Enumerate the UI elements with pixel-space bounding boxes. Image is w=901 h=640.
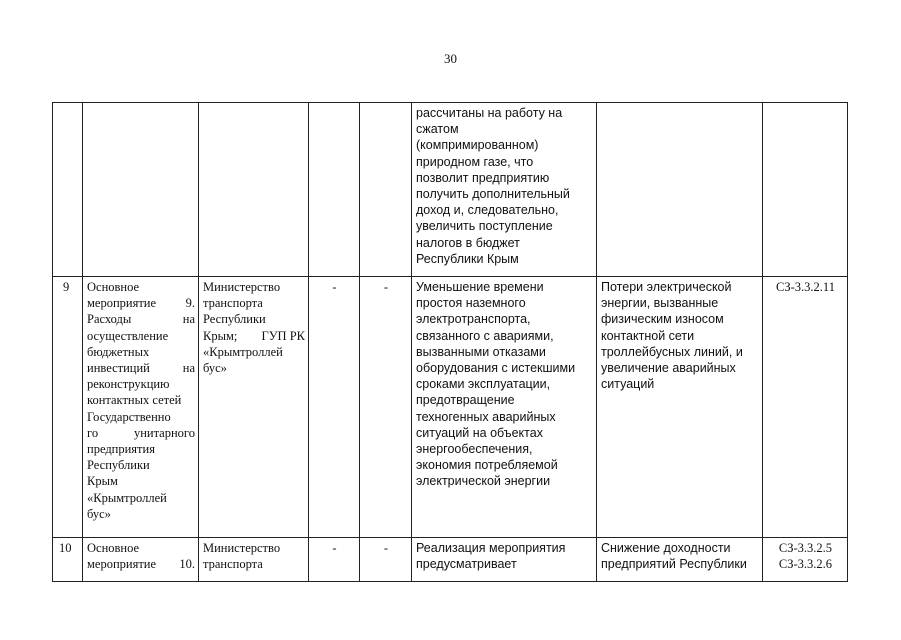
text-line: бюджетных — [87, 344, 150, 359]
table-row — [53, 103, 848, 277]
text-line: сжатом — [416, 122, 459, 137]
cell-risk — [597, 103, 763, 277]
cell-executor — [199, 538, 309, 582]
text-line: Основное — [87, 280, 140, 294]
text-line: СЗ-3.3.2.5 — [778, 541, 833, 555]
text-line: оборудования с истекшими — [416, 361, 576, 376]
text-part: на — [182, 312, 195, 327]
cell-effect — [412, 277, 597, 538]
text-line: природном газе, что — [416, 154, 534, 169]
text-line: техногенных аварийных — [416, 409, 556, 424]
text-line: осуществление — [87, 328, 169, 343]
cell-col5: - — [360, 277, 412, 538]
text-line: бус» — [203, 361, 227, 376]
text-line: предприятий Республики — [601, 557, 747, 572]
cell-col4: - — [309, 538, 360, 582]
cell-codes — [763, 103, 848, 277]
cell-risk — [597, 277, 763, 538]
table-row — [53, 538, 848, 582]
page-number: 30 — [444, 51, 457, 66]
text-line: Республики — [203, 312, 266, 327]
text-line: налогов в бюджет — [416, 235, 520, 250]
cell-executor — [199, 103, 309, 277]
text-line: контактных сетей — [87, 393, 182, 408]
cell-col5 — [360, 103, 412, 277]
text-part: на — [182, 361, 195, 376]
text-part: инвестиций — [87, 361, 150, 376]
cell-measure — [83, 277, 199, 538]
cell-col4 — [309, 103, 360, 277]
text-line: предотвращение — [416, 393, 515, 408]
text-line — [87, 311, 195, 327]
text-line: вызванными отказами — [416, 344, 546, 359]
text-line: реконструкцию — [87, 377, 170, 392]
text-part: унитарного — [133, 425, 195, 440]
text-line: транспорта — [203, 557, 263, 572]
text-line: Министерство — [203, 280, 281, 294]
text-line: рассчитаны на работу на — [416, 106, 563, 120]
cell-num: 9 — [53, 277, 83, 538]
cell-measure — [83, 103, 199, 277]
text-line: энергии, вызванные — [601, 296, 719, 311]
text-line: СЗ-3.3.2.6 — [778, 557, 833, 572]
text-part: Расходы — [87, 312, 132, 327]
table-row — [53, 277, 848, 538]
cell-col4: - — [309, 277, 360, 538]
cell-col5: - — [360, 538, 412, 582]
text-line — [87, 295, 195, 311]
text-line: связанного с авариями, — [416, 328, 554, 343]
text-line — [87, 556, 195, 572]
text-line: Крым — [87, 474, 118, 489]
text-line: СЗ-3.3.2.11 — [776, 280, 835, 294]
text-line: электротранспорта, — [416, 312, 531, 327]
text-line: ситуаций на объектах — [416, 425, 543, 440]
text-part: 9. — [185, 296, 195, 311]
text-line: Республики — [87, 458, 150, 473]
text-line: электрической энергии — [416, 474, 551, 489]
text-line: ситуаций — [601, 377, 655, 392]
cell-effect — [412, 103, 597, 277]
text-line: (компримированном) — [416, 138, 539, 153]
text-line: увеличить поступление — [416, 219, 553, 234]
text-part: мероприятие — [87, 557, 157, 572]
text-line: Министерство — [203, 541, 281, 555]
text-part: ГУП РК — [261, 328, 305, 343]
text-line: предприятия — [87, 442, 155, 457]
text-part: го — [87, 425, 99, 440]
text-line: «Крымтроллей — [87, 490, 167, 505]
text-part: Крым; — [203, 328, 238, 343]
text-line: Реализация мероприятия — [416, 541, 566, 555]
text-line: физическим износом — [601, 312, 724, 327]
text-line: транспорта — [203, 296, 263, 311]
text-line: Снижение доходности — [601, 541, 731, 555]
text-line: «Крымтроллей — [203, 344, 283, 359]
text-line — [203, 328, 305, 344]
text-line: Потери электрической — [601, 280, 732, 294]
text-line: Уменьшение времени — [416, 280, 544, 294]
text-line: энергообеспечения, — [416, 442, 533, 457]
text-line: Основное — [87, 541, 140, 555]
text-part: 10. — [179, 557, 195, 572]
text-line: доход и, следовательно, — [416, 203, 559, 218]
text-line — [87, 425, 195, 441]
cell-measure — [83, 538, 199, 582]
cell-effect — [412, 538, 597, 582]
cell-executor — [199, 277, 309, 538]
text-line: контактной сети — [601, 328, 695, 343]
text-line: Государственно — [87, 409, 171, 424]
text-line: Республики Крым — [416, 251, 519, 266]
text-line: простоя наземного — [416, 296, 526, 311]
text-line: сроками эксплуатации, — [416, 377, 551, 392]
text-line: бус» — [87, 506, 111, 521]
text-line — [87, 360, 195, 376]
cell-num — [53, 103, 83, 277]
measures-table — [52, 102, 848, 582]
text-part: мероприятие — [87, 296, 157, 311]
text-line: троллейбусных линий, и — [601, 344, 743, 359]
text-line: предусматривает — [416, 557, 517, 572]
text-line: увеличение аварийных — [601, 361, 736, 376]
cell-codes — [763, 538, 848, 582]
cell-risk — [597, 538, 763, 582]
cell-codes — [763, 277, 848, 538]
text-line: экономия потребляемой — [416, 458, 558, 473]
text-line: получить дополнительный — [416, 187, 570, 202]
text-line: позволит предприятию — [416, 170, 550, 185]
cell-num: 10 — [53, 538, 83, 582]
